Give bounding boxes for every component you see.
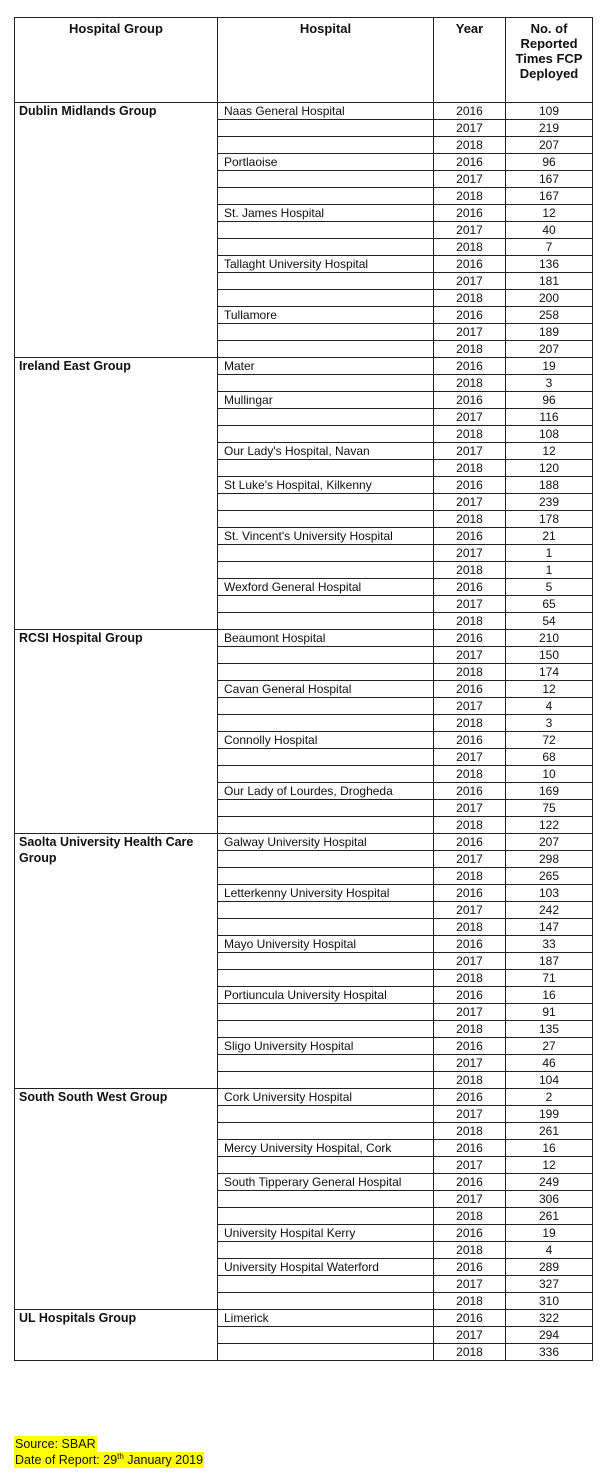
hospital-group-cell: South South West Group <box>15 1089 218 1310</box>
fcp-count-cell: 3 <box>506 715 593 732</box>
fcp-count-cell: 71 <box>506 970 593 987</box>
year-cell: 2018 <box>434 766 506 783</box>
year-cell: 2018 <box>434 1344 506 1361</box>
hospital-group-cell: RCSI Hospital Group <box>15 630 218 834</box>
fcp-count-cell: 68 <box>506 749 593 766</box>
fcp-count-cell: 207 <box>506 834 593 851</box>
fcp-count-cell: 12 <box>506 205 593 222</box>
fcp-count-cell: 249 <box>506 1174 593 1191</box>
fcp-count-cell: 12 <box>506 443 593 460</box>
hospital-name-cell <box>218 1021 434 1038</box>
fcp-count-cell: 5 <box>506 579 593 596</box>
year-cell: 2017 <box>434 1106 506 1123</box>
year-cell: 2016 <box>434 1225 506 1242</box>
hospital-name-cell <box>218 239 434 256</box>
fcp-count-cell: 27 <box>506 1038 593 1055</box>
year-cell: 2016 <box>434 528 506 545</box>
fcp-count-cell: 91 <box>506 1004 593 1021</box>
hospital-name-cell <box>218 460 434 477</box>
fcp-count-cell: 103 <box>506 885 593 902</box>
fcp-count-cell: 306 <box>506 1191 593 1208</box>
year-cell: 2016 <box>434 392 506 409</box>
year-cell: 2017 <box>434 851 506 868</box>
fcp-count-cell: 207 <box>506 341 593 358</box>
fcp-count-cell: 7 <box>506 239 593 256</box>
year-cell: 2016 <box>434 154 506 171</box>
year-cell: 2016 <box>434 1259 506 1276</box>
hospital-name-cell <box>218 851 434 868</box>
year-cell: 2017 <box>434 222 506 239</box>
fcp-count-cell: 147 <box>506 919 593 936</box>
report-date <box>14 1452 204 1468</box>
hospital-name-cell <box>218 171 434 188</box>
fcp-count-cell: 258 <box>506 307 593 324</box>
year-cell: 2017 <box>434 1276 506 1293</box>
year-cell: 2016 <box>434 987 506 1004</box>
hospital-name-cell: Letterkenny University Hospital <box>218 885 434 902</box>
hospital-name-cell: Limerick <box>218 1310 434 1327</box>
fcp-count-cell: 96 <box>506 154 593 171</box>
year-cell: 2016 <box>434 732 506 749</box>
hospital-name-cell <box>218 426 434 443</box>
year-cell: 2018 <box>434 290 506 307</box>
header-year: Year <box>434 18 506 103</box>
hospital-name-cell <box>218 664 434 681</box>
year-cell: 2016 <box>434 579 506 596</box>
fcp-count-cell: 242 <box>506 902 593 919</box>
fcp-count-cell: 109 <box>506 103 593 120</box>
year-cell: 2018 <box>434 1242 506 1259</box>
year-cell: 2016 <box>434 885 506 902</box>
fcp-count-cell: 21 <box>506 528 593 545</box>
hospital-name-cell: St Luke's Hospital, Kilkenny <box>218 477 434 494</box>
hospital-name-cell <box>218 1004 434 1021</box>
hospital-name-cell: Cavan General Hospital <box>218 681 434 698</box>
hospital-name-cell <box>218 511 434 528</box>
fcp-count-cell: 210 <box>506 630 593 647</box>
table-row <box>15 834 593 851</box>
hospital-name-cell: Wexford General Hospital <box>218 579 434 596</box>
year-cell: 2018 <box>434 188 506 205</box>
table-row <box>15 103 593 120</box>
fcp-count-cell: 298 <box>506 851 593 868</box>
year-cell: 2017 <box>434 800 506 817</box>
fcp-count-cell: 2 <box>506 1089 593 1106</box>
hospital-name-cell <box>218 409 434 426</box>
report-date-suffix: January 2019 <box>123 1453 204 1467</box>
year-cell: 2016 <box>434 358 506 375</box>
fcp-count-cell: 187 <box>506 953 593 970</box>
hospital-name-cell: Mercy University Hospital, Cork <box>218 1140 434 1157</box>
hospital-name-cell <box>218 1208 434 1225</box>
fcp-count-cell: 207 <box>506 137 593 154</box>
hospital-name-cell: Beaumont Hospital <box>218 630 434 647</box>
fcp-count-cell: 10 <box>506 766 593 783</box>
fcp-deployment-table <box>14 17 593 1361</box>
year-cell: 2016 <box>434 630 506 647</box>
hospital-name-cell: Connolly Hospital <box>218 732 434 749</box>
fcp-count-cell: 104 <box>506 1072 593 1089</box>
fcp-count-cell: 19 <box>506 1225 593 1242</box>
hospital-name-cell: St. James Hospital <box>218 205 434 222</box>
fcp-count-cell: 239 <box>506 494 593 511</box>
hospital-group-cell: UL Hospitals Group <box>15 1310 218 1361</box>
fcp-count-cell: 167 <box>506 188 593 205</box>
fcp-count-cell: 4 <box>506 1242 593 1259</box>
hospital-name-cell: Mayo University Hospital <box>218 936 434 953</box>
fcp-count-cell: 108 <box>506 426 593 443</box>
year-cell: 2016 <box>434 205 506 222</box>
year-cell: 2017 <box>434 1055 506 1072</box>
hospital-name-cell <box>218 375 434 392</box>
fcp-count-cell: 178 <box>506 511 593 528</box>
table-row <box>15 358 593 375</box>
year-cell: 2018 <box>434 1072 506 1089</box>
hospital-name-cell <box>218 1072 434 1089</box>
year-cell: 2018 <box>434 715 506 732</box>
hospital-name-cell <box>218 970 434 987</box>
hospital-name-cell: Mullingar <box>218 392 434 409</box>
year-cell: 2017 <box>434 273 506 290</box>
year-cell: 2018 <box>434 817 506 834</box>
fcp-count-cell: 169 <box>506 783 593 800</box>
year-cell: 2016 <box>434 1089 506 1106</box>
year-cell: 2017 <box>434 647 506 664</box>
report-date-ordinal: th <box>117 1451 124 1461</box>
year-cell: 2018 <box>434 919 506 936</box>
year-cell: 2017 <box>434 1327 506 1344</box>
fcp-count-cell: 150 <box>506 647 593 664</box>
hospital-name-cell <box>218 1344 434 1361</box>
fcp-count-cell: 219 <box>506 120 593 137</box>
fcp-count-cell: 200 <box>506 290 593 307</box>
hospital-name-cell <box>218 1106 434 1123</box>
year-cell: 2018 <box>434 460 506 477</box>
fcp-count-cell: 12 <box>506 681 593 698</box>
hospital-name-cell <box>218 749 434 766</box>
hospital-name-cell <box>218 613 434 630</box>
hospital-name-cell: Tallaght University Hospital <box>218 256 434 273</box>
year-cell: 2017 <box>434 1191 506 1208</box>
table-row <box>15 630 593 647</box>
hospital-name-cell <box>218 817 434 834</box>
fcp-count-cell: 12 <box>506 1157 593 1174</box>
year-cell: 2016 <box>434 1038 506 1055</box>
year-cell: 2017 <box>434 171 506 188</box>
year-cell: 2018 <box>434 1208 506 1225</box>
fcp-count-cell: 310 <box>506 1293 593 1310</box>
hospital-name-cell <box>218 1055 434 1072</box>
year-cell: 2016 <box>434 936 506 953</box>
fcp-count-cell: 181 <box>506 273 593 290</box>
fcp-count-cell: 72 <box>506 732 593 749</box>
hospital-name-cell: University Hospital Waterford <box>218 1259 434 1276</box>
hospital-name-cell <box>218 324 434 341</box>
hospital-name-cell <box>218 1157 434 1174</box>
table-row <box>15 1310 593 1327</box>
hospital-name-cell: University Hospital Kerry <box>218 1225 434 1242</box>
hospital-name-cell <box>218 698 434 715</box>
hospital-name-cell: Tullamore <box>218 307 434 324</box>
hospital-name-cell <box>218 715 434 732</box>
year-cell: 2018 <box>434 1021 506 1038</box>
fcp-count-cell: 261 <box>506 1123 593 1140</box>
hospital-name-cell <box>218 290 434 307</box>
hospital-name-cell <box>218 494 434 511</box>
year-cell: 2016 <box>434 1140 506 1157</box>
hospital-name-cell <box>218 1123 434 1140</box>
fcp-count-cell: 122 <box>506 817 593 834</box>
fcp-count-cell: 33 <box>506 936 593 953</box>
fcp-count-cell: 54 <box>506 613 593 630</box>
year-cell: 2016 <box>434 1310 506 1327</box>
fcp-count-cell: 189 <box>506 324 593 341</box>
fcp-count-cell: 188 <box>506 477 593 494</box>
table-body <box>15 103 593 1361</box>
hospital-name-cell <box>218 222 434 239</box>
year-cell: 2016 <box>434 834 506 851</box>
hospital-name-cell <box>218 1191 434 1208</box>
year-cell: 2016 <box>434 256 506 273</box>
hospital-name-cell <box>218 919 434 936</box>
year-cell: 2017 <box>434 1157 506 1174</box>
year-cell: 2016 <box>434 477 506 494</box>
year-cell: 2018 <box>434 613 506 630</box>
data-table-container <box>14 17 592 1361</box>
year-cell: 2017 <box>434 596 506 613</box>
hospital-name-cell <box>218 1276 434 1293</box>
fcp-count-cell: 16 <box>506 987 593 1004</box>
hospital-name-cell <box>218 545 434 562</box>
year-cell: 2018 <box>434 375 506 392</box>
hospital-name-cell: Naas General Hospital <box>218 103 434 120</box>
hospital-group-cell: Dublin Midlands Group <box>15 103 218 358</box>
hospital-name-cell: Sligo University Hospital <box>218 1038 434 1055</box>
year-cell: 2016 <box>434 307 506 324</box>
fcp-count-cell: 174 <box>506 664 593 681</box>
year-cell: 2017 <box>434 120 506 137</box>
hospital-name-cell <box>218 902 434 919</box>
table-header-row <box>15 18 593 103</box>
fcp-count-cell: 199 <box>506 1106 593 1123</box>
year-cell: 2016 <box>434 681 506 698</box>
fcp-count-cell: 40 <box>506 222 593 239</box>
fcp-count-cell: 116 <box>506 409 593 426</box>
report-date-prefix: Date of Report: 29 <box>15 1453 118 1467</box>
hospital-name-cell: St. Vincent's University Hospital <box>218 528 434 545</box>
hospital-name-cell <box>218 188 434 205</box>
year-cell: 2017 <box>434 698 506 715</box>
fcp-count-cell: 327 <box>506 1276 593 1293</box>
year-cell: 2017 <box>434 324 506 341</box>
year-cell: 2016 <box>434 103 506 120</box>
year-cell: 2018 <box>434 1293 506 1310</box>
year-cell: 2018 <box>434 137 506 154</box>
year-cell: 2018 <box>434 664 506 681</box>
hospital-name-cell <box>218 868 434 885</box>
hospital-name-cell: Galway University Hospital <box>218 834 434 851</box>
hospital-name-cell <box>218 137 434 154</box>
header-hospital: Hospital <box>218 18 434 103</box>
year-cell: 2017 <box>434 1004 506 1021</box>
fcp-count-cell: 120 <box>506 460 593 477</box>
fcp-count-cell: 1 <box>506 562 593 579</box>
source-note: Source: SBAR <box>15 1437 96 1451</box>
year-cell: 2016 <box>434 783 506 800</box>
year-cell: 2017 <box>434 494 506 511</box>
year-cell: 2017 <box>434 443 506 460</box>
hospital-name-cell <box>218 1327 434 1344</box>
hospital-name-cell <box>218 766 434 783</box>
year-cell: 2017 <box>434 545 506 562</box>
fcp-count-cell: 75 <box>506 800 593 817</box>
fcp-count-cell: 65 <box>506 596 593 613</box>
fcp-count-cell: 135 <box>506 1021 593 1038</box>
hospital-name-cell <box>218 647 434 664</box>
hospital-name-cell <box>218 273 434 290</box>
fcp-count-cell: 261 <box>506 1208 593 1225</box>
hospital-name-cell <box>218 596 434 613</box>
fcp-count-cell: 1 <box>506 545 593 562</box>
hospital-name-cell <box>218 120 434 137</box>
header-hospital-group: Hospital Group <box>15 18 218 103</box>
hospital-name-cell <box>218 1242 434 1259</box>
table-row <box>15 1089 593 1106</box>
fcp-count-cell: 46 <box>506 1055 593 1072</box>
fcp-count-cell: 96 <box>506 392 593 409</box>
fcp-count-cell: 19 <box>506 358 593 375</box>
year-cell: 2017 <box>434 409 506 426</box>
year-cell: 2018 <box>434 511 506 528</box>
hospital-name-cell: Portlaoise <box>218 154 434 171</box>
hospital-name-cell: Portiuncula University Hospital <box>218 987 434 1004</box>
fcp-count-cell: 167 <box>506 171 593 188</box>
hospital-name-cell: Our Lady's Hospital, Navan <box>218 443 434 460</box>
hospital-name-cell <box>218 562 434 579</box>
hospital-name-cell <box>218 341 434 358</box>
year-cell: 2018 <box>434 239 506 256</box>
fcp-count-cell: 136 <box>506 256 593 273</box>
fcp-count-cell: 16 <box>506 1140 593 1157</box>
hospital-name-cell: Cork University Hospital <box>218 1089 434 1106</box>
hospital-name-cell <box>218 953 434 970</box>
hospital-group-cell: Saolta University Health Care Group <box>15 834 218 1089</box>
hospital-name-cell <box>218 1293 434 1310</box>
fcp-count-cell: 3 <box>506 375 593 392</box>
year-cell: 2018 <box>434 970 506 987</box>
year-cell: 2018 <box>434 1123 506 1140</box>
hospital-name-cell: Mater <box>218 358 434 375</box>
year-cell: 2017 <box>434 749 506 766</box>
hospital-name-cell <box>218 800 434 817</box>
year-cell: 2017 <box>434 953 506 970</box>
year-cell: 2018 <box>434 868 506 885</box>
fcp-count-cell: 265 <box>506 868 593 885</box>
fcp-count-cell: 336 <box>506 1344 593 1361</box>
fcp-count-cell: 322 <box>506 1310 593 1327</box>
hospital-name-cell: Our Lady of Lourdes, Drogheda <box>218 783 434 800</box>
year-cell: 2018 <box>434 562 506 579</box>
report-footer <box>14 1436 204 1468</box>
fcp-count-cell: 4 <box>506 698 593 715</box>
year-cell: 2018 <box>434 341 506 358</box>
hospital-name-cell: South Tipperary General Hospital <box>218 1174 434 1191</box>
year-cell: 2018 <box>434 426 506 443</box>
year-cell: 2017 <box>434 902 506 919</box>
fcp-count-cell: 294 <box>506 1327 593 1344</box>
year-cell: 2016 <box>434 1174 506 1191</box>
hospital-group-cell: Ireland East Group <box>15 358 218 630</box>
fcp-count-cell: 289 <box>506 1259 593 1276</box>
header-fcp-count: No. of Reported Times FCP Deployed <box>506 18 593 103</box>
